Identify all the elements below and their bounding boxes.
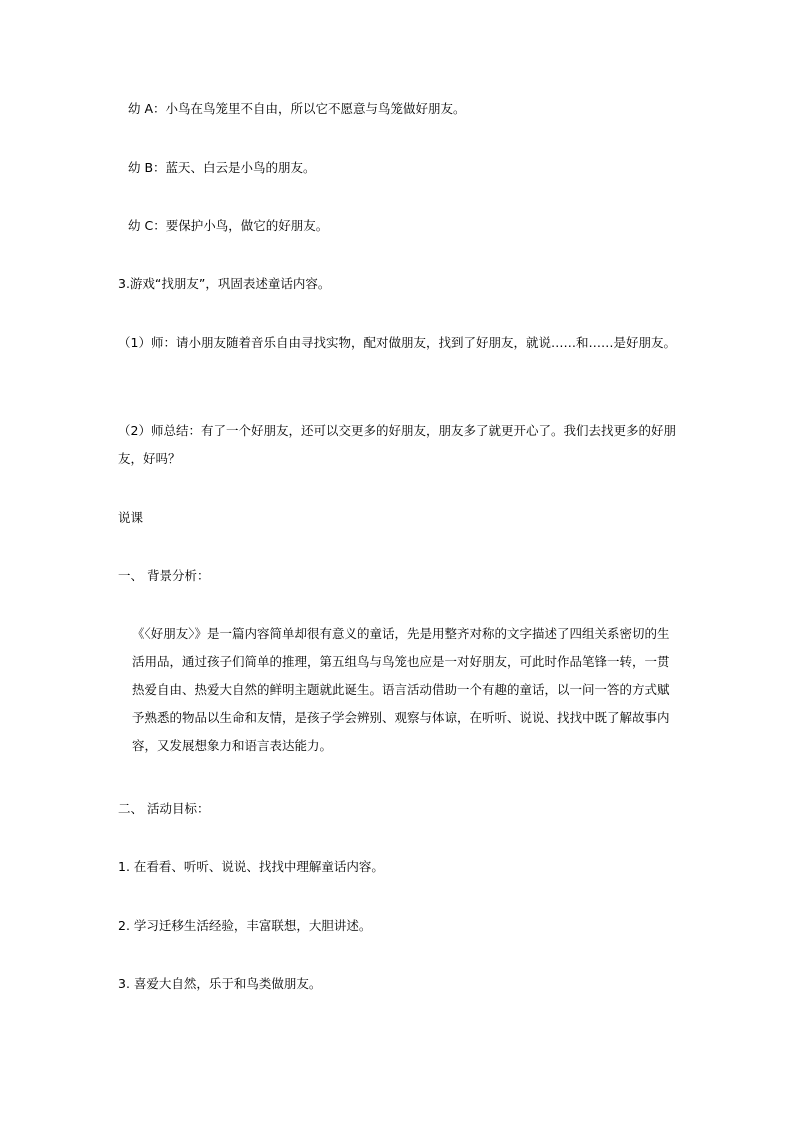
section-background-heading: 一、 背景分析： xyxy=(118,568,210,583)
section-title-shuoke: 说课 xyxy=(118,510,144,525)
game-step-1: （1）师：请小朋友随着音乐自由寻找实物，配对做朋友，找到了好朋友，就说……和……是好朋友。 xyxy=(118,335,676,350)
child-b-answer: 幼 B：蓝天、白云是小鸟的朋友。 xyxy=(128,160,316,175)
child-c-answer: 幼 C：要保护小鸟，做它的好朋友。 xyxy=(128,218,329,233)
game-step-2: （2）师总结：有了一个好朋友，还可以交更多的好朋友，朋友多了就更开心了。我们去找更多的好朋友，好吗？ xyxy=(118,423,676,466)
child-a-answer: 幼 A：小鸟在鸟笼里不自由，所以它不愿意与鸟笼做好朋友。 xyxy=(128,101,466,116)
section-goals-heading: 二、 活动目标： xyxy=(118,801,210,816)
goal-item-2: 2. 学习迁移生活经验，丰富联想，大胆讲述。 xyxy=(118,918,372,933)
game-step-heading: 3.游戏“找朋友”，巩固表述童话内容。 xyxy=(118,276,331,291)
goal-item-1: 1. 在看看、听听、说说、找找中理解童话内容。 xyxy=(118,859,384,874)
background-analysis-text: 《〈好朋友〉》是一篇内容简单却很有意义的童话，先是用整齐对称的文字描述了四组关系密切的生活用品，通过孩子们简单的推理，第五组鸟与鸟笼也应是一对好朋友，可此时作品笔锋一转，一贯热爱自由、热爱大自然的鲜明主题就此诞生。语言活动借助一个有趣的童话，以一问一答的方式赋予熟悉的物品以生命和友情，是孩子学会辨别、观察与体谅，在听听、说说、找找中既了解故事内容，又发展想象力和语言表达能力。 xyxy=(132,626,670,753)
goal-item-3: 3. 喜爱大自然，乐于和鸟类做朋友。 xyxy=(118,976,322,991)
